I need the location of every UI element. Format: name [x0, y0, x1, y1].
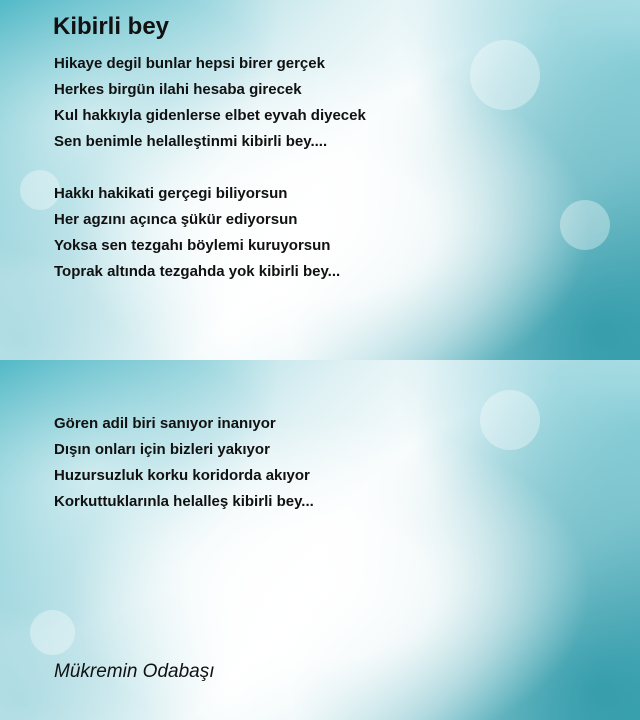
poem-line: Gören adil biri sanıyor inanıyor: [54, 415, 276, 432]
stanza-1: [54, 51, 366, 155]
stanza-2: [54, 181, 340, 285]
poem-line: Sen benimle helalleştinmi kibirli bey....: [54, 133, 328, 150]
bokeh-light: [30, 610, 75, 655]
poem-line: Her agzını açınca şükür ediyorsun: [54, 211, 298, 228]
bokeh-light: [560, 200, 610, 250]
poem-line: Hakkı hakikati gerçegi biliyorsun: [54, 185, 288, 202]
bokeh-light: [480, 390, 540, 450]
poem-line: Korkuttuklarınla helalleş kibirli bey...: [54, 493, 314, 510]
poem-line: Herkes birgün ilahi hesaba girecek: [54, 81, 302, 98]
poem-line: Kul hakkıyla gidenlerse elbet eyvah diyecek: [54, 107, 366, 124]
poem-line: Huzursuzluk korku koridorda akıyor: [54, 467, 310, 484]
poem-line: Yoksa sen tezgahı böylemi kuruyorsun: [54, 237, 331, 254]
stanza-3: [54, 411, 314, 515]
poem-line: Toprak altında tezgahda yok kibirli bey...: [54, 263, 341, 280]
poem-line: Hikaye degil bunlar hepsi birer gerçek: [54, 55, 325, 72]
bokeh-light: [470, 40, 540, 110]
poem-line: Dışın onları için bizleri yakıyor: [54, 441, 270, 458]
poem-author: Mükremin Odabaşı: [54, 661, 215, 682]
poem-title: Kibirli bey: [53, 13, 170, 40]
